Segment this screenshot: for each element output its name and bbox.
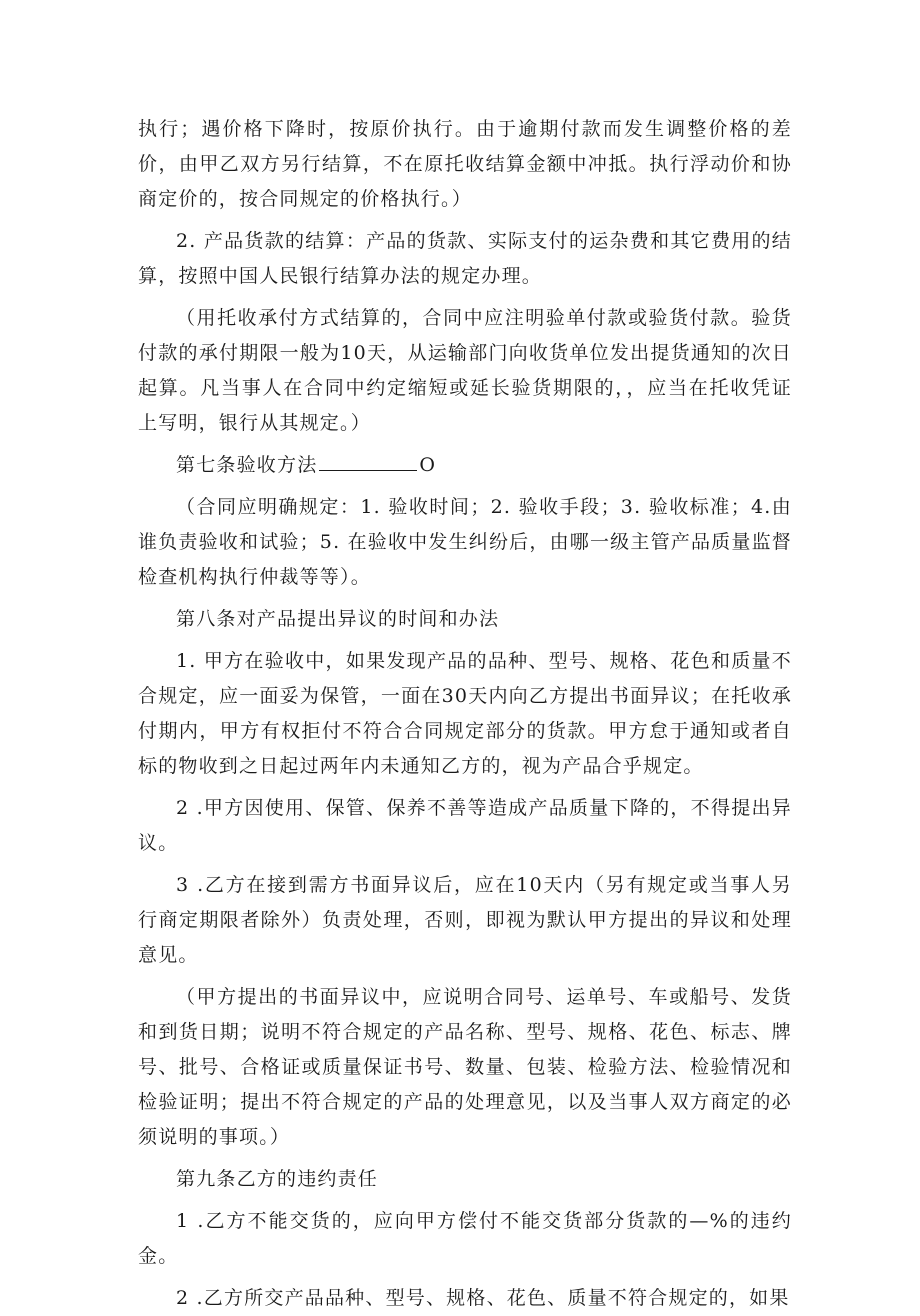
article-7-suffix: O <box>419 454 437 476</box>
fill-in-blank <box>319 452 417 471</box>
heading-article-9: 第九条乙方的违约责任 <box>176 1168 379 1190</box>
paragraph-objection-2: 2 .甲方因使用、保管、保养不善等造成产品质量下降的，不得提出异议。 <box>138 797 792 854</box>
article-7-title: 第七条验收方法 <box>176 454 318 476</box>
paragraph-collection-note: （用托收承付方式结算的，合同中应注明验单付款或验货付款。验货付款的承付期限一般为10天，从运输部门向收货单位发出提货通知的次日起算。凡当事人在合同中约定缩短或延长验货期限的，，应当在托收凭证上写明，银行从其规定。） <box>138 307 792 434</box>
paragraph-liability-1: 1 .乙方不能交货的，应向甲方偿付不能交货部分货款的—%的违约金。 <box>138 1210 792 1267</box>
heading-article-7 <box>138 448 792 483</box>
paragraph-price-execution: 执行；遇价格下降时，按原价执行。由于逾期付款而发生调整价格的差价，由甲乙双方另行结算，不在原托收结算金额中冲抵。执行浮动价和协商定价的，按合同规定的价格执行。） <box>138 118 792 210</box>
paragraph-objection-3: 3 .乙方在接到需方书面异议后，应在10天内（另有规定或当事人另行商定期限者除外）负责处理，否则，即视为默认甲方提出的异议和处理意见。 <box>138 874 792 966</box>
paragraph-payment-settlement: 2. 产品货款的结算：产品的货款、实际支付的运杂费和其它费用的结算，按照中国人民银行结算办法的规定办理。 <box>138 230 792 287</box>
paragraph-objection-note: （甲方提出的书面异议中，应说明合同号、运单号、车或船号、发货和到货日期；说明不符合规定的产品名称、型号、规格、花色、标志、牌号、批号、合格证或质量保证书号、数量、包装、检验方法、检验情况和检验证明；提出不符合规定的产品的处理意见，以及当事人双方商定的必须说明的事项。） <box>138 986 792 1148</box>
heading-article-8: 第八条对产品提出异议的时间和办法 <box>176 608 500 630</box>
paragraph-liability-2: 2 .乙方所交产品品种、型号、规格、花色、质量不符合规定的，如果 <box>176 1287 790 1309</box>
paragraph-acceptance-note: （合同应明确规定：1. 验收时间；2. 验收手段；3. 验收标准；4.由谁负责验收和试验；5. 在验收中发生纠纷后，由哪一级主管产品质量监督检查机构执行仲裁等等）。 <box>138 496 792 588</box>
paragraph-objection-1: 1. 甲方在验收中，如果发现产品的品种、型号、规格、花色和质量不合规定，应一面妥为保管，一面在30天内向乙方提出书面异议；在托收承付期内，甲方有权拒付不符合合同规定部分的货款。甲方怠于通知或者自标的物收到之日起过两年内未通知乙方的，视为产品合乎规定。 <box>138 650 792 777</box>
